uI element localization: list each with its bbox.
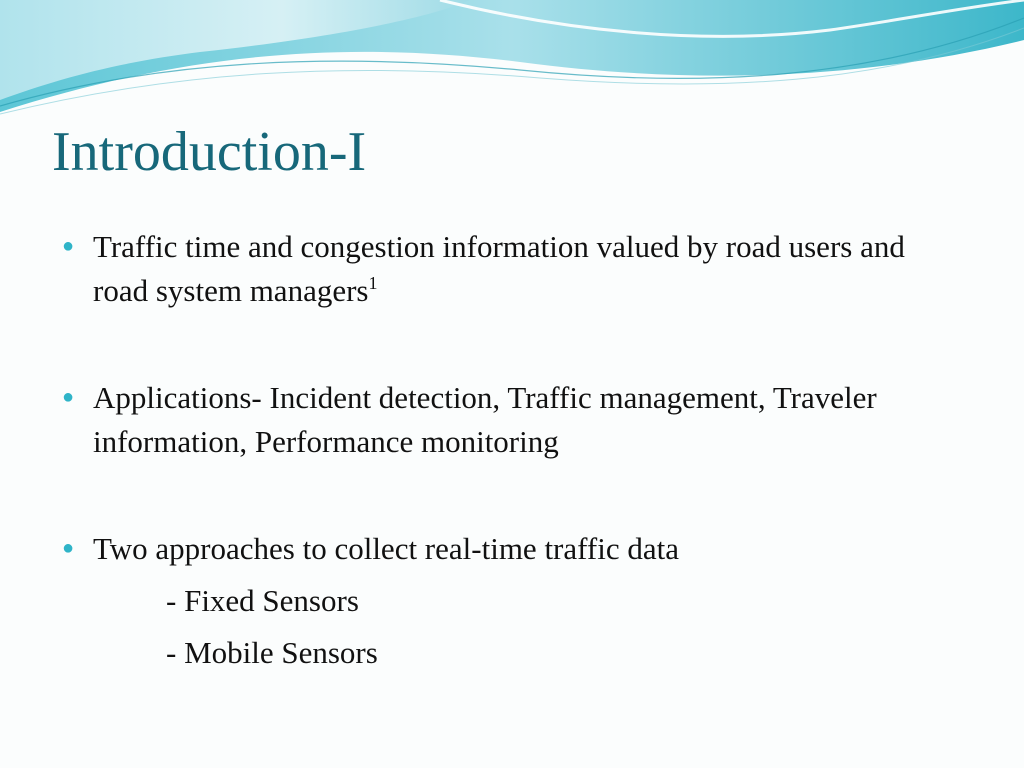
bullet-item bbox=[60, 527, 960, 675]
bullet-text: Applications- Incident detection, Traffic management, Traveler information, Performance monitoring bbox=[93, 380, 877, 459]
bullet-text: Two approaches to collect real-time traffic data bbox=[93, 531, 679, 566]
wave-decoration bbox=[0, 0, 1024, 130]
slide-title: Introduction-I bbox=[52, 121, 367, 183]
bullet-icon: ● bbox=[62, 386, 75, 408]
footnote-marker: 1 bbox=[368, 273, 378, 293]
sub-item: - Mobile Sensors bbox=[166, 635, 378, 670]
bullet-item bbox=[60, 225, 960, 313]
bullet-icon: ● bbox=[62, 235, 75, 257]
bullet-item bbox=[60, 376, 960, 464]
bullet-list bbox=[60, 225, 960, 675]
sub-item: - Fixed Sensors bbox=[166, 583, 359, 618]
sub-list bbox=[93, 579, 960, 675]
bullet-icon: ● bbox=[62, 537, 75, 559]
bullet-text: Traffic time and congestion information valued by road users and road system managers bbox=[93, 229, 905, 308]
